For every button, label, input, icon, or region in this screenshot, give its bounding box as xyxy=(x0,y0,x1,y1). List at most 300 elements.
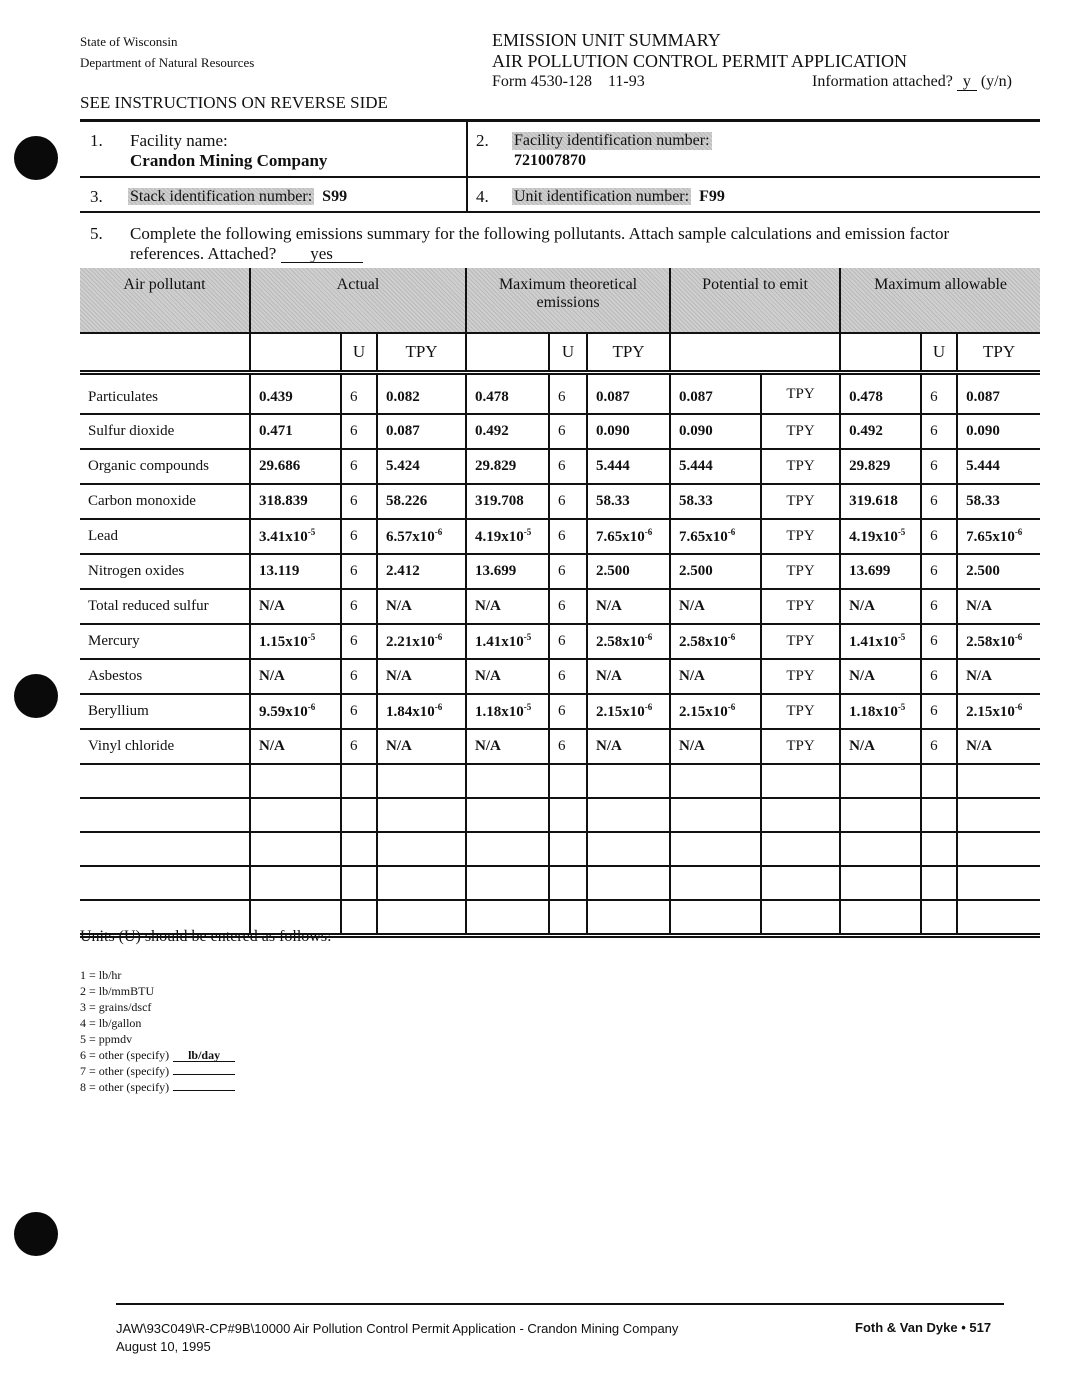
unit-legend-item xyxy=(80,1080,235,1095)
actual-value: 29.686 xyxy=(250,449,341,484)
max-allowable-value: 13.699 xyxy=(840,554,921,589)
empty-cell xyxy=(840,832,921,866)
empty-cell xyxy=(80,866,250,900)
potential-value: 5.444 xyxy=(670,449,761,484)
max-theoretical-tpy: N/A xyxy=(587,659,670,694)
facility-name-label: Facility name: xyxy=(130,131,228,150)
unit-specify-blank xyxy=(173,1074,235,1075)
potential-unit: TPY xyxy=(761,729,840,764)
potential-unit: TPY xyxy=(761,624,840,659)
facility-id-value: 721007870 xyxy=(514,152,586,169)
empty-cell xyxy=(250,798,341,832)
actual-value: N/A xyxy=(250,589,341,624)
max-theoretical-tpy: 2.500 xyxy=(587,554,670,589)
empty-cell xyxy=(250,832,341,866)
unit-legend-item xyxy=(80,968,121,983)
unit-id-label: Unit identification number: xyxy=(514,188,690,205)
empty-cell xyxy=(840,866,921,900)
exponent: -5 xyxy=(897,632,906,642)
empty-cell xyxy=(761,832,840,866)
actual-unit: 6 xyxy=(341,414,377,449)
potential-value: $7.65x10^{-6}$ xyxy=(670,519,761,554)
unit-legend-item xyxy=(80,1032,132,1047)
top-rule xyxy=(80,119,1040,122)
empty-cell xyxy=(670,764,761,798)
header-maximum-allowable: Maximum allowable xyxy=(840,268,1040,333)
potential-value: 0.090 xyxy=(670,414,761,449)
max-allowable-value: 319.618 xyxy=(840,484,921,519)
actual-tpy: 5.424 xyxy=(377,449,466,484)
stack-id xyxy=(128,188,347,206)
max-theoretical-value: 0.492 xyxy=(466,414,549,449)
facility-id-label: Facility identification number: xyxy=(514,132,710,149)
max-theoretical-unit: 6 xyxy=(549,554,587,589)
exponent: -6 xyxy=(644,527,653,537)
actual-tpy: 58.226 xyxy=(377,484,466,519)
empty-cell xyxy=(549,900,587,936)
actual-unit: 6 xyxy=(341,694,377,729)
info-attached xyxy=(812,73,1012,91)
empty-cell xyxy=(549,764,587,798)
field-5-instructions: Complete the following emissions summary for the following pollutants. Attach sample calculations and emission factor xyxy=(130,224,950,243)
empty-cell xyxy=(761,900,840,936)
actual-tpy: $6.57x10^{-6}$ xyxy=(377,519,466,554)
potential-value: N/A xyxy=(670,729,761,764)
max-allowable-value: N/A xyxy=(840,659,921,694)
header-maximum-theoretical: Maximum theoretical emissions xyxy=(466,268,670,333)
facility-name-value: Crandon Mining Company xyxy=(130,151,328,170)
field-5-number: 5. xyxy=(90,224,103,243)
empty-cell xyxy=(250,764,341,798)
actual-unit: 6 xyxy=(341,449,377,484)
actual-tpy: N/A xyxy=(377,589,466,624)
max-allowable-tpy: 5.444 xyxy=(957,449,1040,484)
empty-cell xyxy=(840,764,921,798)
actual-value: 0.471 xyxy=(250,414,341,449)
empty-cell xyxy=(957,866,1040,900)
unit-legend-item xyxy=(80,1000,151,1015)
max-theoretical-unit: 6 xyxy=(549,449,587,484)
potential-value: $2.58x10^{-6}$ xyxy=(670,624,761,659)
emissions-table xyxy=(80,268,1040,938)
empty-cell xyxy=(957,798,1040,832)
potential-unit: TPY xyxy=(761,694,840,729)
max-theoretical-tpy: $2.58x10^{-6}$ xyxy=(587,624,670,659)
max-allowable-tpy: $7.65x10^{-6}$ xyxy=(957,519,1040,554)
header-air-pollutant: Air pollutant xyxy=(80,268,250,333)
max-theoretical-unit: 6 xyxy=(549,373,587,415)
field-2-number: 2. xyxy=(476,131,489,150)
empty-cell xyxy=(921,866,957,900)
max-theoretical-value: N/A xyxy=(466,659,549,694)
max-theoretical-unit: 6 xyxy=(549,624,587,659)
field-1-number: 1. xyxy=(90,131,103,150)
info-attached-value: y xyxy=(957,74,977,91)
empty-cell xyxy=(549,798,587,832)
max-allowable-unit: 6 xyxy=(921,624,957,659)
actual-tpy: $1.84x10^{-6}$ xyxy=(377,694,466,729)
table-row xyxy=(80,659,1040,694)
punch-hole-bottom xyxy=(14,1212,58,1256)
empty-cell xyxy=(341,866,377,900)
unit-specify-blank: lb/day xyxy=(173,1050,235,1062)
unit-legend-text: 1 = lb/hr xyxy=(80,968,122,982)
max-allowable-unit: 6 xyxy=(921,659,957,694)
max-theoretical-value: $1.41x10^{-5}$ xyxy=(466,624,549,659)
exponent: -5 xyxy=(307,527,316,537)
max-allowable-value: 0.492 xyxy=(840,414,921,449)
potential-unit: TPY xyxy=(761,449,840,484)
table-body xyxy=(80,373,1040,936)
max-theoretical-tpy: N/A xyxy=(587,589,670,624)
empty-cell xyxy=(761,764,840,798)
table-row xyxy=(80,729,1040,764)
actual-unit: 6 xyxy=(341,659,377,694)
stack-id-value: S99 xyxy=(322,188,348,205)
unit-id xyxy=(512,188,725,206)
actual-tpy: 2.412 xyxy=(377,554,466,589)
table-header-row xyxy=(80,268,1040,333)
max-allowable-unit: 6 xyxy=(921,414,957,449)
empty-cell xyxy=(957,764,1040,798)
exponent: -5 xyxy=(523,702,532,712)
header-actual: Actual xyxy=(250,268,466,333)
exponent: -6 xyxy=(434,632,443,642)
empty-cell xyxy=(587,866,670,900)
empty-cell xyxy=(670,832,761,866)
max-allowable-tpy: 58.33 xyxy=(957,484,1040,519)
exponent: -5 xyxy=(307,632,316,642)
empty-cell xyxy=(587,832,670,866)
empty-cell xyxy=(761,798,840,832)
exponent: -6 xyxy=(644,632,653,642)
max-allowable-unit: 6 xyxy=(921,554,957,589)
table-subheader-row xyxy=(80,333,1040,373)
unit-legend-text: 7 = other (specify) xyxy=(80,1064,170,1078)
actual-value: N/A xyxy=(250,729,341,764)
actual-unit: 6 xyxy=(341,589,377,624)
unit-legend-text: 8 = other (specify) xyxy=(80,1080,170,1094)
empty-cell xyxy=(466,832,549,866)
empty-cell xyxy=(921,764,957,798)
pollutant-name: Nitrogen oxides xyxy=(80,554,250,589)
actual-tpy: 0.082 xyxy=(377,373,466,415)
max-allowable-value: 0.478 xyxy=(840,373,921,415)
form-number: Form 4530-128 11-93 xyxy=(492,73,645,90)
exponent: -6 xyxy=(727,632,736,642)
max-theoretical-unit: 6 xyxy=(549,694,587,729)
max-allowable-tpy: $2.58x10^{-6}$ xyxy=(957,624,1040,659)
max-theoretical-value: $1.18x10^{-5}$ xyxy=(466,694,549,729)
unit-legend-text: 3 = grains/dscf xyxy=(80,1000,152,1014)
empty-cell xyxy=(377,764,466,798)
table-row xyxy=(80,624,1040,659)
field-5-attached-value: yes xyxy=(281,246,363,263)
pollutant-name: Lead xyxy=(80,519,250,554)
table-row xyxy=(80,484,1040,519)
actual-value: $3.41x10^{-5}$ xyxy=(250,519,341,554)
subheader-u: U xyxy=(921,333,957,373)
empty-cell xyxy=(921,832,957,866)
potential-value: N/A xyxy=(670,589,761,624)
empty-cell xyxy=(957,832,1040,866)
empty-cell xyxy=(341,832,377,866)
punch-hole-top xyxy=(14,136,58,180)
potential-unit: TPY xyxy=(761,519,840,554)
pollutant-name: Mercury xyxy=(80,624,250,659)
exponent: -6 xyxy=(727,527,736,537)
actual-value: 318.839 xyxy=(250,484,341,519)
empty-cell xyxy=(377,900,466,936)
empty-cell xyxy=(840,798,921,832)
max-theoretical-tpy: 0.087 xyxy=(587,373,670,415)
exponent: -6 xyxy=(1014,527,1023,537)
empty-cell xyxy=(466,764,549,798)
max-allowable-tpy: $2.15x10^{-6}$ xyxy=(957,694,1040,729)
subheader-tpy: TPY xyxy=(377,333,466,373)
actual-unit: 6 xyxy=(341,729,377,764)
max-allowable-value: $1.18x10^{-5}$ xyxy=(840,694,921,729)
empty-cell xyxy=(377,832,466,866)
actual-unit: 6 xyxy=(341,519,377,554)
potential-value: 2.500 xyxy=(670,554,761,589)
pollutant-name: Carbon monoxide xyxy=(80,484,250,519)
max-allowable-value: $4.19x10^{-5}$ xyxy=(840,519,921,554)
empty-cell xyxy=(341,764,377,798)
potential-unit: TPY xyxy=(761,414,840,449)
max-allowable-tpy: 2.500 xyxy=(957,554,1040,589)
max-theoretical-value: 319.708 xyxy=(466,484,549,519)
max-theoretical-value: 29.829 xyxy=(466,449,549,484)
footer-publisher: Foth & Van Dyke • 517 xyxy=(855,1320,992,1335)
subheader-tpy: TPY xyxy=(957,333,1040,373)
potential-value: N/A xyxy=(670,659,761,694)
actual-unit: 6 xyxy=(341,624,377,659)
exponent: -6 xyxy=(727,702,736,712)
unit-id-value: F99 xyxy=(699,188,725,205)
table-row-empty xyxy=(80,866,1040,900)
footer-reference: JAW\93C049\R-CP#9B\10000 Air Pollution Control Permit Application - Crandon Mining Company xyxy=(116,1321,679,1336)
subheader-blank xyxy=(670,333,840,373)
field-5-attached xyxy=(130,244,363,264)
table-row xyxy=(80,449,1040,484)
actual-tpy: 0.087 xyxy=(377,414,466,449)
form-subtitle: AIR POLLUTION CONTROL PERMIT APPLICATION xyxy=(492,51,908,71)
unit-legend-item xyxy=(80,984,154,999)
footer-rule xyxy=(116,1303,1004,1305)
unit-legend-text: 4 = lb/gallon xyxy=(80,1016,142,1030)
field-rule-3 xyxy=(80,211,1040,213)
exponent: -5 xyxy=(897,527,906,537)
max-allowable-tpy: N/A xyxy=(957,729,1040,764)
max-theoretical-tpy: $2.15x10^{-6}$ xyxy=(587,694,670,729)
empty-cell xyxy=(587,798,670,832)
max-allowable-unit: 6 xyxy=(921,694,957,729)
subheader-u: U xyxy=(341,333,377,373)
max-theoretical-unit: 6 xyxy=(549,414,587,449)
subheader-u: U xyxy=(549,333,587,373)
unit-legend-item xyxy=(80,1064,235,1079)
field-5-attached-label: references. Attached? xyxy=(130,244,277,263)
potential-value: 58.33 xyxy=(670,484,761,519)
max-theoretical-value: 0.478 xyxy=(466,373,549,415)
empty-cell xyxy=(466,900,549,936)
potential-unit: TPY xyxy=(761,554,840,589)
max-allowable-tpy: N/A xyxy=(957,589,1040,624)
footer-date: August 10, 1995 xyxy=(116,1339,211,1354)
max-theoretical-tpy: N/A xyxy=(587,729,670,764)
instructions-label: SEE INSTRUCTIONS ON REVERSE SIDE xyxy=(80,93,388,112)
max-theoretical-value: $4.19x10^{-5}$ xyxy=(466,519,549,554)
max-theoretical-unit: 6 xyxy=(549,519,587,554)
empty-cell xyxy=(587,764,670,798)
empty-cell xyxy=(587,900,670,936)
actual-value: $9.59x10^{-6}$ xyxy=(250,694,341,729)
header-potential-to-emit: Potential to emit xyxy=(670,268,840,333)
exponent: -5 xyxy=(523,632,532,642)
pollutant-name: Total reduced sulfur xyxy=(80,589,250,624)
potential-unit: TPY xyxy=(761,659,840,694)
pollutant-name: Vinyl chloride xyxy=(80,729,250,764)
units-title: Units (U) should be entered as follows: xyxy=(80,928,332,945)
exponent: -6 xyxy=(434,702,443,712)
field-3-number: 3. xyxy=(90,187,103,206)
max-allowable-value: 29.829 xyxy=(840,449,921,484)
punch-hole-middle xyxy=(14,674,58,718)
pollutant-name: Sulfur dioxide xyxy=(80,414,250,449)
empty-cell xyxy=(761,866,840,900)
max-theoretical-unit: 6 xyxy=(549,484,587,519)
max-theoretical-tpy: 5.444 xyxy=(587,449,670,484)
pollutant-name: Beryllium xyxy=(80,694,250,729)
max-allowable-value: N/A xyxy=(840,589,921,624)
actual-tpy: $2.21x10^{-6}$ xyxy=(377,624,466,659)
empty-cell xyxy=(670,798,761,832)
unit-legend-text: 6 = other (specify) xyxy=(80,1048,170,1062)
actual-tpy: N/A xyxy=(377,659,466,694)
actual-tpy: N/A xyxy=(377,729,466,764)
max-theoretical-unit: 6 xyxy=(549,659,587,694)
empty-cell xyxy=(466,866,549,900)
empty-cell xyxy=(670,866,761,900)
form-title: EMISSION UNIT SUMMARY xyxy=(492,30,721,50)
table-row xyxy=(80,554,1040,589)
max-theoretical-unit: 6 xyxy=(549,589,587,624)
exponent: -6 xyxy=(1014,632,1023,642)
subheader-blank xyxy=(466,333,549,373)
empty-cell xyxy=(840,900,921,936)
subheader-blank xyxy=(250,333,341,373)
table-row xyxy=(80,589,1040,624)
max-allowable-tpy: N/A xyxy=(957,659,1040,694)
unit-legend-item xyxy=(80,1016,141,1031)
exponent: -6 xyxy=(644,702,653,712)
empty-cell xyxy=(921,798,957,832)
actual-value: 13.119 xyxy=(250,554,341,589)
empty-cell xyxy=(377,798,466,832)
max-allowable-value: $1.41x10^{-5}$ xyxy=(840,624,921,659)
state-label: State of Wisconsin xyxy=(80,34,178,49)
empty-cell xyxy=(80,798,250,832)
empty-cell xyxy=(466,798,549,832)
empty-cell xyxy=(341,900,377,936)
actual-value: 0.439 xyxy=(250,373,341,415)
max-allowable-unit: 6 xyxy=(921,373,957,415)
max-allowable-unit: 6 xyxy=(921,589,957,624)
info-attached-label: Information attached? xyxy=(812,73,953,90)
footer-text xyxy=(116,1320,678,1356)
potential-unit: TPY xyxy=(761,373,840,415)
table-row-empty xyxy=(80,764,1040,798)
empty-cell xyxy=(549,832,587,866)
empty-cell xyxy=(80,764,250,798)
max-allowable-unit: 6 xyxy=(921,449,957,484)
max-allowable-unit: 6 xyxy=(921,484,957,519)
actual-unit: 6 xyxy=(341,373,377,415)
unit-specify-blank xyxy=(173,1090,235,1091)
empty-cell xyxy=(957,900,1040,936)
potential-value: 0.087 xyxy=(670,373,761,415)
empty-cell xyxy=(250,866,341,900)
max-theoretical-value: 13.699 xyxy=(466,554,549,589)
max-theoretical-value: N/A xyxy=(466,589,549,624)
table-row xyxy=(80,373,1040,415)
exponent: -6 xyxy=(434,527,443,537)
max-theoretical-tpy: 58.33 xyxy=(587,484,670,519)
stack-id-label: Stack identification number: xyxy=(130,188,313,205)
unit-legend-text: 2 = lb/mmBTU xyxy=(80,984,155,998)
pollutant-name: Organic compounds xyxy=(80,449,250,484)
subheader-blank xyxy=(840,333,921,373)
max-theoretical-unit: 6 xyxy=(549,729,587,764)
table-row-empty xyxy=(80,798,1040,832)
info-attached-yn: (y/n) xyxy=(980,73,1012,90)
department-label: Department of Natural Resources xyxy=(80,55,255,70)
table-row-empty xyxy=(80,832,1040,866)
max-allowable-unit: 6 xyxy=(921,729,957,764)
pollutant-name: Asbestos xyxy=(80,659,250,694)
empty-cell xyxy=(80,832,250,866)
max-theoretical-value: N/A xyxy=(466,729,549,764)
pollutant-name: Particulates xyxy=(80,373,250,415)
table-row xyxy=(80,694,1040,729)
max-theoretical-tpy: 0.090 xyxy=(587,414,670,449)
max-allowable-tpy: 0.087 xyxy=(957,373,1040,415)
actual-value: N/A xyxy=(250,659,341,694)
empty-cell xyxy=(921,900,957,936)
max-allowable-tpy: 0.090 xyxy=(957,414,1040,449)
field-rule-2 xyxy=(80,176,1040,178)
subheader-tpy: TPY xyxy=(587,333,670,373)
table-row xyxy=(80,414,1040,449)
exponent: -5 xyxy=(523,527,532,537)
potential-value: $2.15x10^{-6}$ xyxy=(670,694,761,729)
empty-cell xyxy=(341,798,377,832)
max-allowable-unit: 6 xyxy=(921,519,957,554)
max-theoretical-tpy: $7.65x10^{-6}$ xyxy=(587,519,670,554)
field-divider-1 xyxy=(466,120,468,212)
potential-unit: TPY xyxy=(761,484,840,519)
exponent: -5 xyxy=(897,702,906,712)
max-allowable-value: N/A xyxy=(840,729,921,764)
actual-unit: 6 xyxy=(341,484,377,519)
unit-legend-text: 5 = ppmdv xyxy=(80,1032,133,1046)
table-row xyxy=(80,519,1040,554)
empty-cell xyxy=(670,900,761,936)
subheader-blank xyxy=(80,333,250,373)
exponent: -6 xyxy=(1014,702,1023,712)
field-4-number: 4. xyxy=(476,187,489,206)
